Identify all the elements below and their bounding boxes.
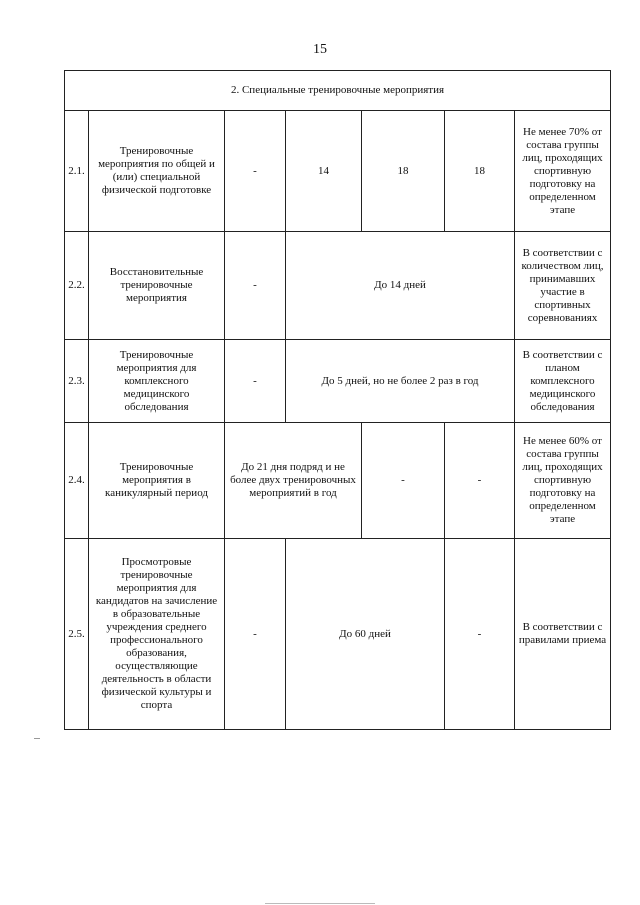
cell-value: -: [445, 423, 515, 539]
event-name: Просмотровые тренировочные мероприятия для кандидатов на зачисление в образовательные учреждения среднего профессионального образования, осуществляющие деятельность в области физической культуры и спорта: [89, 539, 225, 730]
duration-span: До 5 дней, но не более 2 раз в год: [286, 340, 515, 423]
duration-span: До 60 дней: [286, 539, 445, 730]
cell-value: -: [445, 539, 515, 730]
section-title: 2. Специальные тренировочные мероприятия: [65, 71, 611, 111]
cell-value: -: [225, 539, 286, 730]
participation-note: В соответствии с планом комплексного медицинского обследования: [515, 340, 611, 423]
table-row: [65, 423, 611, 539]
cell-value: -: [362, 423, 445, 539]
table-row: [65, 539, 611, 730]
participation-note: Не менее 70% от состава группы лиц, проходящих спортивную подготовку на определенном этапе: [515, 111, 611, 232]
duration-span: До 21 дня подряд и не более двух тренировочных мероприятий в год: [225, 423, 362, 539]
cell-value: 18: [362, 111, 445, 232]
event-name: Тренировочные мероприятия в каникулярный период: [89, 423, 225, 539]
cell-value: -: [225, 111, 286, 232]
bottom-scan-line: [265, 903, 375, 904]
table-row: [65, 232, 611, 340]
row-number: 2.1.: [65, 111, 89, 232]
participation-note: В соответствии с правилами приема: [515, 539, 611, 730]
cell-value: -: [225, 232, 286, 340]
row-number: 2.5.: [65, 539, 89, 730]
duration-span: До 14 дней: [286, 232, 515, 340]
cell-value: 18: [445, 111, 515, 232]
row-number: 2.2.: [65, 232, 89, 340]
event-name: Восстановительные тренировочные мероприятия: [89, 232, 225, 340]
row-number: 2.3.: [65, 340, 89, 423]
section-header-row: [65, 71, 611, 111]
table-row: [65, 111, 611, 232]
page-number: 15: [313, 42, 327, 57]
margin-mark: [34, 738, 40, 739]
cell-value: -: [225, 340, 286, 423]
cell-value: 14: [286, 111, 362, 232]
participation-note: Не менее 60% от состава группы лиц, проходящих спортивную подготовку на определенном этапе: [515, 423, 611, 539]
event-name: Тренировочные мероприятия для комплексного медицинского обследования: [89, 340, 225, 423]
training-events-table: [64, 70, 611, 730]
participation-note: В соответствии с количеством лиц, принимавших участие в спортивных соревнованиях: [515, 232, 611, 340]
row-number: 2.4.: [65, 423, 89, 539]
event-name: Тренировочные мероприятия по общей и (или) специальной физической подготовке: [89, 111, 225, 232]
table-row: [65, 340, 611, 423]
